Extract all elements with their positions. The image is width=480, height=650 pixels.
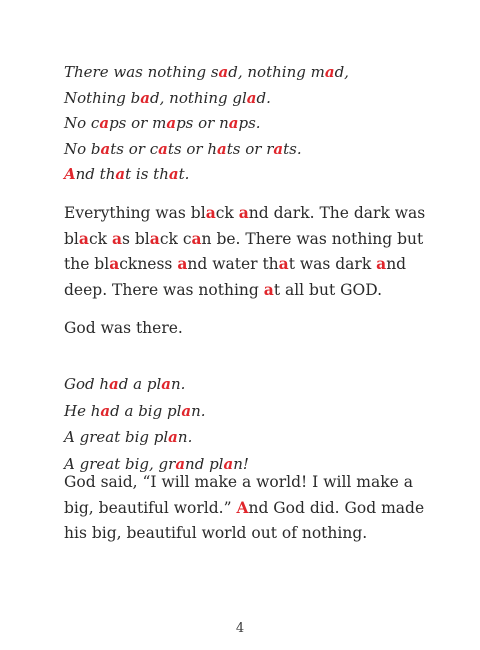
highlighted-letter: a bbox=[273, 139, 284, 158]
text-run: ps. bbox=[238, 114, 261, 132]
text-line bbox=[64, 454, 249, 474]
highlighted-letter: a bbox=[168, 428, 178, 446]
highlighted-letter: a bbox=[109, 375, 119, 393]
text-run: t. bbox=[178, 165, 190, 183]
highlighted-letter: a bbox=[376, 254, 387, 273]
text-run: nd th bbox=[75, 165, 116, 183]
text-run: the bl bbox=[64, 255, 110, 273]
text-run: No b bbox=[64, 139, 101, 158]
highlighted-letter: A bbox=[236, 497, 249, 517]
text-line bbox=[64, 164, 189, 184]
page-number: 4 bbox=[235, 621, 245, 636]
text-line bbox=[64, 203, 425, 223]
highlighted-letter: a bbox=[223, 454, 234, 473]
text-run: ps or m bbox=[109, 114, 167, 132]
text-run: nd dark. The dark was bbox=[248, 204, 426, 222]
text-line bbox=[64, 88, 271, 108]
highlighted-letter: a bbox=[278, 254, 289, 273]
text-run: n. bbox=[191, 401, 206, 420]
highlighted-letter: a bbox=[324, 63, 335, 81]
text-run: ts or c bbox=[110, 139, 159, 158]
text-run: d. bbox=[256, 88, 271, 107]
highlighted-letter: a bbox=[158, 139, 168, 158]
text-run: ps or n bbox=[176, 114, 229, 132]
text-line bbox=[64, 427, 192, 447]
text-run: d a pl bbox=[118, 375, 162, 393]
text-run: There was nothing s bbox=[64, 63, 219, 81]
highlighted-letter: a bbox=[181, 401, 192, 420]
text-run: A great big pl bbox=[64, 428, 169, 446]
text-line bbox=[64, 229, 423, 249]
text-run: t all but GOD. bbox=[273, 280, 383, 299]
text-run: God h bbox=[64, 375, 110, 393]
highlighted-letter: A bbox=[64, 165, 76, 183]
text-line bbox=[64, 113, 261, 133]
text-run: Everything was bl bbox=[64, 204, 206, 222]
text-run: n be. There was nothing but bbox=[201, 229, 424, 248]
text-line bbox=[64, 498, 424, 518]
highlighted-letter: a bbox=[100, 139, 111, 158]
text-run: bl bbox=[64, 229, 79, 248]
highlighted-letter: a bbox=[246, 88, 257, 107]
highlighted-letter: a bbox=[161, 375, 171, 393]
highlighted-letter: a bbox=[100, 401, 111, 420]
text-run: big, beautiful world.” bbox=[64, 498, 237, 517]
text-line bbox=[64, 280, 382, 300]
text-run: t was dark bbox=[288, 255, 377, 273]
text-run: his big, beautiful world out of nothing. bbox=[64, 524, 368, 542]
highlighted-letter: a bbox=[99, 114, 110, 132]
highlighted-letter: a bbox=[228, 114, 239, 132]
highlighted-letter: a bbox=[109, 254, 120, 273]
text-run: deep. There was nothing bbox=[64, 280, 264, 299]
text-line bbox=[64, 472, 413, 492]
text-run: nd God did. God made bbox=[248, 498, 425, 517]
text-run: t is th bbox=[125, 165, 169, 183]
text-run: d a big pl bbox=[110, 401, 182, 420]
text-run: nd bbox=[386, 255, 407, 273]
highlighted-letter: a bbox=[217, 139, 227, 158]
text-run: n. bbox=[177, 428, 193, 446]
highlighted-letter: a bbox=[78, 228, 89, 248]
highlighted-letter: a bbox=[115, 165, 126, 183]
text-run: ts. bbox=[283, 139, 302, 158]
text-run: d, bbox=[334, 63, 349, 81]
highlighted-letter: a bbox=[166, 114, 177, 132]
text-run: A great big, gr bbox=[64, 454, 176, 473]
highlighted-letter: a bbox=[168, 165, 179, 183]
text-run: nd water th bbox=[187, 255, 279, 273]
text-run: ckness bbox=[119, 255, 178, 273]
text-line bbox=[64, 62, 349, 82]
text-run: Nothing b bbox=[64, 88, 141, 107]
highlighted-letter: a bbox=[175, 454, 186, 473]
text-line bbox=[64, 523, 367, 543]
text-line bbox=[64, 401, 206, 421]
highlighted-letter: a bbox=[263, 279, 274, 299]
highlighted-letter: a bbox=[111, 228, 122, 248]
text-run: ck c bbox=[159, 229, 192, 248]
text-run: ck bbox=[215, 204, 239, 222]
highlighted-letter: a bbox=[140, 88, 151, 107]
highlighted-letter: a bbox=[191, 228, 202, 248]
text-run: He h bbox=[64, 401, 101, 420]
highlighted-letter: a bbox=[218, 63, 229, 81]
text-run: ts or r bbox=[226, 139, 274, 158]
highlighted-letter: a bbox=[177, 254, 188, 273]
text-run: nd pl bbox=[185, 454, 224, 473]
text-line bbox=[64, 139, 302, 159]
text-run: God was there. bbox=[64, 319, 183, 337]
text-run: n. bbox=[171, 375, 186, 393]
text-line bbox=[64, 318, 183, 338]
highlighted-letter: a bbox=[149, 228, 160, 248]
text-line bbox=[64, 374, 185, 394]
text-run: s bl bbox=[122, 229, 150, 248]
text-run: No c bbox=[64, 114, 100, 132]
text-run: God said, “I will make a world! I will make a bbox=[64, 473, 413, 491]
text-line bbox=[64, 254, 406, 274]
text-run: ck bbox=[88, 229, 112, 248]
text-run: n! bbox=[233, 454, 249, 473]
highlighted-letter: a bbox=[238, 203, 249, 222]
text-run: ts or h bbox=[167, 139, 217, 158]
text-run: d, nothing gl bbox=[150, 88, 247, 107]
highlighted-letter: a bbox=[205, 203, 216, 222]
text-run: d, nothing m bbox=[228, 63, 325, 81]
